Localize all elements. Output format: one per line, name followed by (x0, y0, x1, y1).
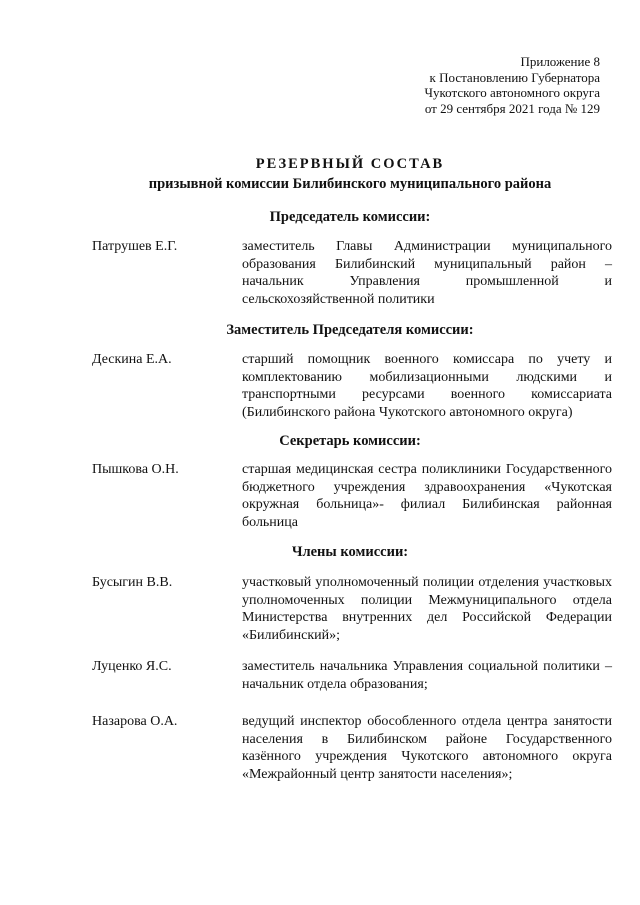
document-subtitle: призывной комиссии Билибинского муниципального района (148, 176, 552, 192)
member-role: ведущий инспектор обособленного отдела центра занятости населения в Билибинском районе Государственного казённого учреждения Чукотского автономного округа «Межрайонный центр занятости населения»; (242, 714, 612, 782)
appendix-decree: к Постановлению Губернатора (429, 69, 600, 85)
members-heading: Члены комиссии: (291, 544, 409, 560)
chairman-heading: Председатель комиссии: (269, 209, 431, 225)
member-name: Патрушев Е.Г. (92, 239, 178, 254)
member-name: Пышкова О.Н. (92, 462, 179, 477)
member-role: заместитель Главы Администрации муниципального образования Билибинский муниципальный район – начальник Управления промышленной и сельскохозяйственной политики (242, 239, 612, 307)
appendix-number: Приложение 8 (520, 54, 600, 69)
member-role: участковый уполномоченный полиции отделения участковых уполномоченных полиции Межмуниципального отдела Министерства внутренних дел Российской Федерации «Билибинский»; (242, 575, 612, 643)
deputy-heading: Заместитель Председателя комиссии: (226, 322, 474, 338)
member-role: старшая медицинская сестра поликлиники Государственного бюджетного учреждения здравоохранения «Чукотская окружная больница»- филиал Билибинская районная больница (242, 462, 612, 530)
appendix-date: от 29 сентября 2021 года № 129 (424, 100, 600, 116)
member-name: Луценко Я.С. (92, 659, 172, 674)
member-name: Дескина Е.А. (92, 352, 172, 367)
appendix-region: Чукотского автономного округа (424, 85, 600, 100)
member-role: заместитель начальника Управления социальной политики – начальник отдела образования; (242, 659, 612, 692)
member-name: Назарова О.А. (92, 714, 178, 729)
member-role: старший помощник военного комиссара по учету и комплектованию мобилизационными людскими и транспортными ресурсами военного комиссариата (Билибинского района Чукотского автономного округа) (242, 352, 612, 420)
document-title: РЕЗЕРВНЫЙ СОСТАВ (255, 156, 445, 172)
member-name: Бусыгин В.В. (92, 575, 173, 590)
appendix-reference (360, 54, 600, 116)
secretary-heading: Секретарь комиссии: (279, 433, 421, 449)
